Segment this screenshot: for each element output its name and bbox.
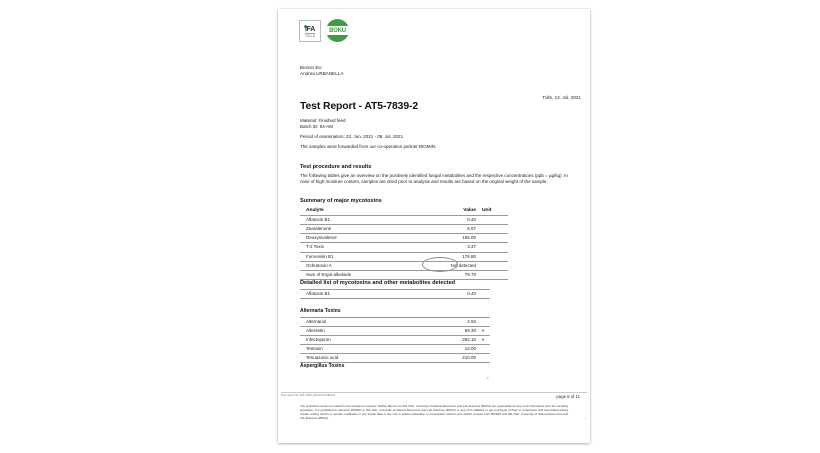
cell-unit xyxy=(476,252,508,261)
batch-id-line: Batch ID: 94-AM xyxy=(300,123,334,129)
document-page xyxy=(278,9,590,443)
cell-analyte: Infectopyron xyxy=(300,336,424,345)
cell-value: 210.00 xyxy=(424,354,476,363)
cell-analyte: Deoxynivalenol xyxy=(300,234,424,243)
cell-value: 12.00 xyxy=(424,345,476,354)
cell-flag xyxy=(476,345,490,354)
cell-analyte: Tentoxin xyxy=(300,345,424,354)
table-row xyxy=(300,270,508,279)
footer-page-number: page 6 of 11 xyxy=(556,394,580,399)
footer-report-id: Test report ID: AT5-7839_20210713-080141 xyxy=(281,394,336,397)
ifa-tulln-logo xyxy=(299,20,321,42)
boku-logo-text: BOKU xyxy=(329,27,346,34)
cell-value: 0.40 xyxy=(424,290,476,299)
table-row xyxy=(300,243,508,252)
cell-analyte: Tenuazonic acid xyxy=(300,354,424,363)
logo-row xyxy=(299,19,349,42)
table-row xyxy=(300,345,490,354)
cell-analyte: Altersetin xyxy=(300,327,424,336)
test-procedure-paragraph: The following tables give an overview on the positively identified fungal metabolites and the respective concentrations (ppb = µg/kg). In case of high moisture content, samples are dried prior to analysis and results are based on the original weight of the sample. xyxy=(300,173,568,184)
document-date: Tulln, 12. Jul. 2021 xyxy=(542,95,581,100)
subsection-heading-aspergillus: Aspergillus Toxins xyxy=(300,363,345,369)
page-content xyxy=(278,9,590,443)
cell-analyte: Ochratoxin A xyxy=(300,261,424,270)
summary-table-header xyxy=(300,208,508,216)
cell-analyte: T-2 Toxin xyxy=(300,243,424,252)
footer-divider xyxy=(281,392,587,393)
cell-analyte: Alternariol xyxy=(300,318,424,327)
section-heading-summary: Summary of major mycotoxins xyxy=(300,198,382,204)
cell-value: 79.70 xyxy=(424,270,476,279)
summary-table xyxy=(300,208,508,280)
cell-value: 2.92 xyxy=(424,318,476,327)
cell-value: 0.40 xyxy=(424,216,476,225)
table-row xyxy=(300,225,508,234)
table-row xyxy=(300,290,490,299)
cell-unit xyxy=(476,234,508,243)
table-row xyxy=(300,336,490,345)
section-heading-detailed-list: Detailed list of mycotoxins and other metabolites detected xyxy=(300,280,456,286)
table-row xyxy=(300,261,508,270)
cell-value: 3.37 xyxy=(424,243,476,252)
cell-analyte: Sum of Ergot alkaloids xyxy=(300,270,424,279)
alternaria-toxins-table xyxy=(300,317,490,363)
cell-value: Not detected xyxy=(424,261,476,270)
cell-unit xyxy=(476,261,508,270)
boku-logo xyxy=(326,19,349,42)
cell-value: 6.57 xyxy=(424,225,476,234)
document-meta xyxy=(300,118,436,150)
recipient-contact: Andrea URBANELLA xyxy=(300,71,344,77)
cell-unit xyxy=(476,243,508,252)
period-line: Period of examination: 22. Jun. 2021 - 08. Jul. 2021 xyxy=(300,133,404,139)
stray-mark: ∗ xyxy=(486,375,490,380)
section-heading-test-procedure: Test procedure and results xyxy=(300,164,372,170)
table-row xyxy=(300,318,490,327)
cell-flag: ∗ xyxy=(476,327,490,336)
cell-flag xyxy=(476,318,490,327)
cell-unit xyxy=(476,216,508,225)
cell-analyte: Fumonisin B1 xyxy=(300,252,424,261)
cell-flag xyxy=(476,354,490,363)
table-row xyxy=(300,327,490,336)
recipient-company: Biomin EU xyxy=(300,65,322,70)
column-header-value: Value xyxy=(463,208,476,213)
cell-value: 165.00 xyxy=(424,234,476,243)
edge-speck xyxy=(585,418,586,419)
cell-analyte: Aflatoxin B1 xyxy=(300,290,424,299)
detailed-top-table xyxy=(300,289,490,299)
page-title: Test Report - AT5-7839-2 xyxy=(300,101,419,112)
ifa-logo-subtext: TULLN xyxy=(304,33,316,38)
cell-analyte: Zearalenone xyxy=(300,225,424,234)
forwarded-note: The samples were forwarded from our co-operation partner BIOMIN. xyxy=(300,143,437,149)
table-row xyxy=(300,354,490,363)
table-row xyxy=(300,216,508,225)
footer-legal-text: The submitted results are related to the sample as received. Neither Biomin nor IFA-Tulln, University of Natural Resources and Life Sciences (BOKU) are responsible for any errors that derive from the sampling procedure. It is prohibited to reference BIOMIN or IFA-Tulln, University of Natural Resources and Life Sciences (BOKU) or any of its affiliates or any employee of them in conjunction with transmitted testing results, testing reports or sample certificates or any similar data in any oral or written publication or presentation without prior written consent from BIOMIN and IFA-Tulln, University of Natural Resources and Life Sciences (BOKU). xyxy=(300,404,568,420)
cell-analyte: Aflatoxin B1 xyxy=(300,216,424,225)
cell-flag xyxy=(476,290,490,299)
cell-unit xyxy=(476,225,508,234)
cell-value: 292.10 xyxy=(424,336,476,345)
cell-flag: ∗ xyxy=(476,336,490,345)
cell-value: 176.80 xyxy=(424,252,476,261)
column-header-unit: Unit xyxy=(482,208,492,213)
cell-value: 59.30 xyxy=(424,327,476,336)
column-header-analyte: Analyte xyxy=(306,208,324,213)
ifa-logo-text: IFA xyxy=(305,25,315,33)
material-line: Material: Finished feed xyxy=(300,118,346,123)
table-row xyxy=(300,252,508,261)
cell-unit xyxy=(476,270,508,279)
table-row xyxy=(300,234,508,243)
recipient-block xyxy=(300,65,343,77)
subsection-heading-alternaria: Alternaria Toxins xyxy=(300,308,341,314)
